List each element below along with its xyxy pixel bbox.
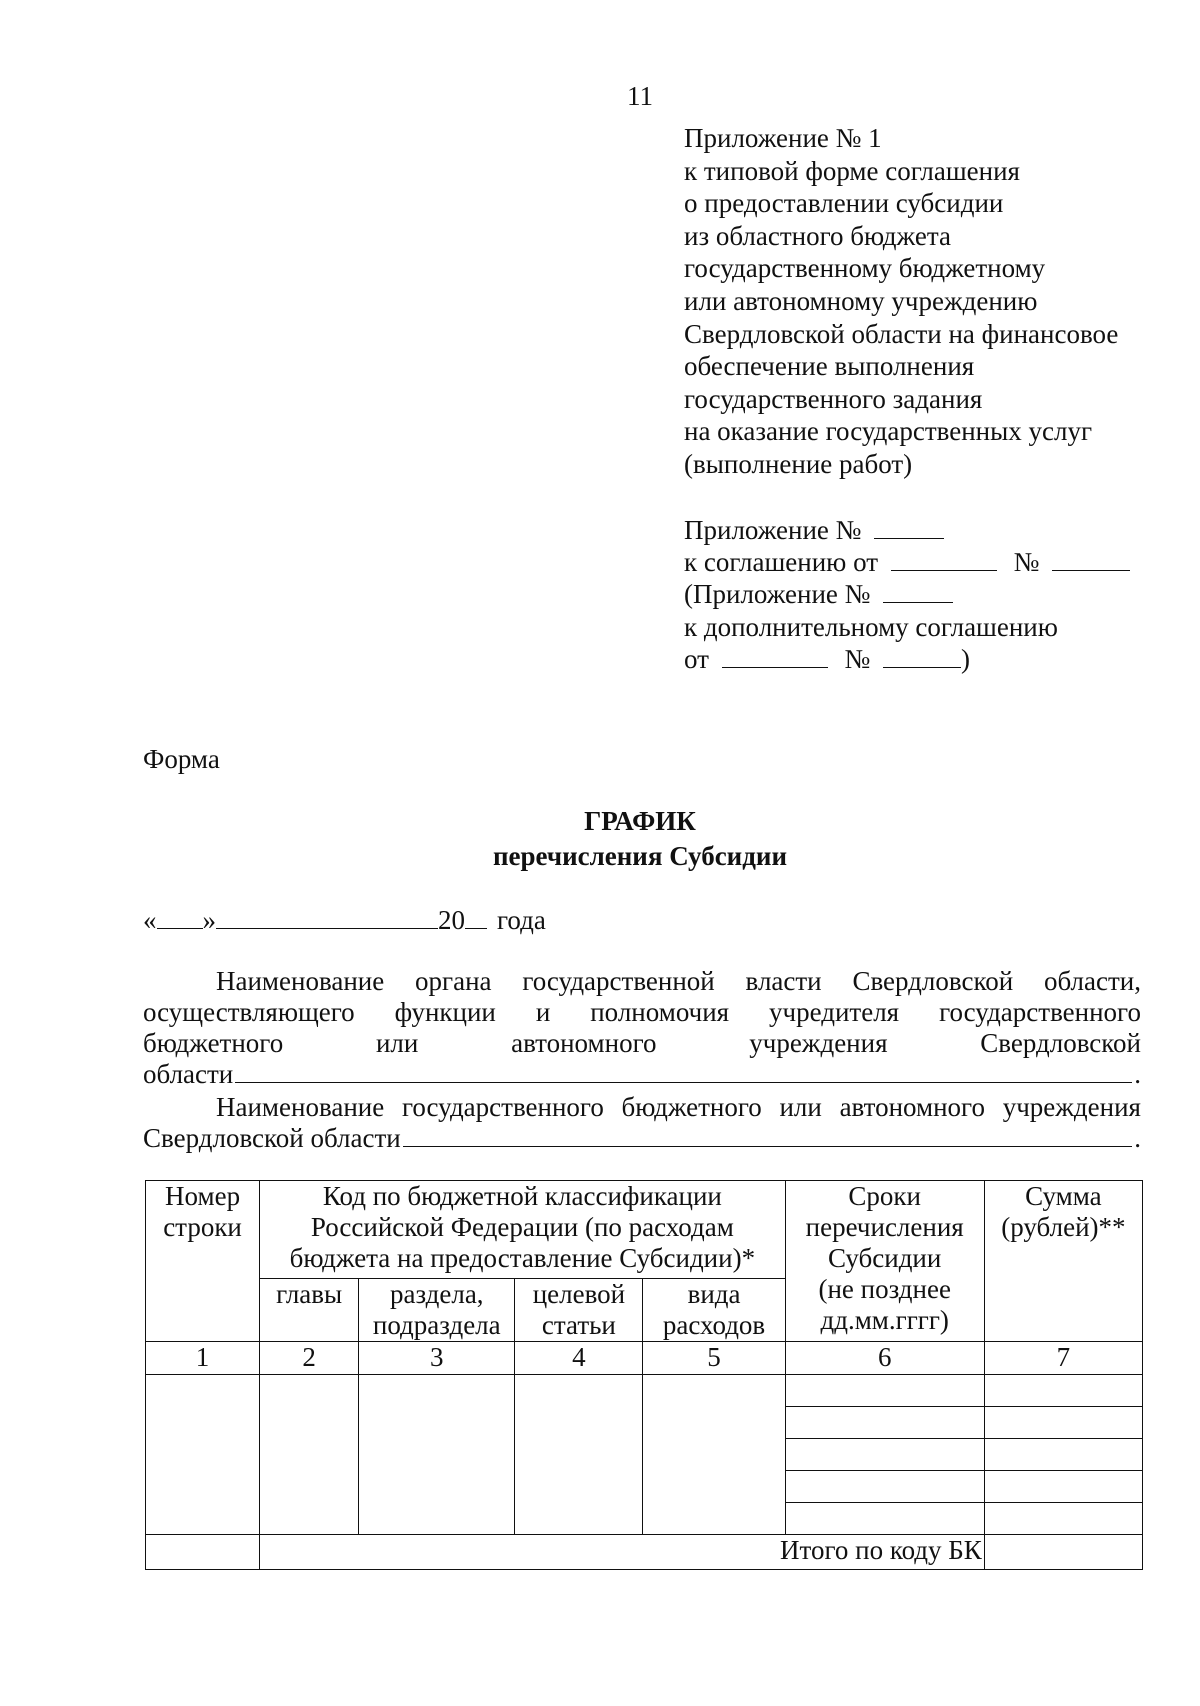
header-text: перечисления — [805, 1212, 964, 1242]
word: учредителя — [769, 997, 900, 1027]
annex-number-label: Приложение № — [684, 515, 862, 545]
supplement-date-label: от — [684, 643, 709, 674]
col-row-number — [146, 1181, 260, 1342]
schedule-table — [145, 1180, 1143, 1570]
date-line — [143, 904, 546, 936]
word: Наименование — [216, 1092, 385, 1122]
column-number: 3 — [359, 1342, 515, 1375]
document-subtitle: перечисления Субсидии — [492, 841, 788, 871]
header-text: (рублей)** — [1001, 1212, 1126, 1242]
paragraph-line — [143, 1028, 1141, 1059]
annex-line: или автономному учреждению — [684, 285, 1038, 316]
annex-number-blank[interactable] — [874, 516, 944, 539]
supplement-number-blank[interactable] — [883, 645, 961, 668]
word: области, — [1043, 966, 1141, 996]
col-terms — [785, 1181, 984, 1342]
annex-number-line — [684, 514, 1130, 546]
header-text: Российской Федерации (по расходам — [310, 1212, 734, 1242]
word: учреждения — [1002, 1092, 1141, 1122]
col-vid — [643, 1279, 785, 1342]
word: функции — [394, 997, 496, 1027]
column-number: 4 — [515, 1342, 643, 1375]
word: государственного — [401, 1092, 604, 1122]
header-text: бюджета на предоставление Субсидии)* — [289, 1243, 756, 1273]
year-suffix: года — [497, 905, 546, 935]
terms-subrow[interactable] — [786, 1375, 984, 1407]
word: власти — [745, 966, 822, 996]
header-text: Код по бюджетной классификации — [322, 1181, 722, 1211]
vid-cell[interactable] — [643, 1375, 785, 1535]
institution-name-blank[interactable] — [403, 1124, 1133, 1147]
institution-paragraph — [143, 1092, 1141, 1154]
sum-subrow[interactable] — [985, 1407, 1142, 1439]
fill-label: области — [143, 1059, 234, 1089]
row-number-cell[interactable] — [146, 1375, 260, 1535]
header-text: вида — [687, 1279, 741, 1309]
header-text: подраздела — [372, 1310, 501, 1340]
total-row — [146, 1535, 1143, 1570]
word: автономного — [839, 1092, 985, 1122]
day-blank[interactable] — [157, 906, 203, 929]
agreement-date-line — [684, 546, 1130, 578]
word: полномочия — [590, 997, 730, 1027]
total-label: Итого по коду БК — [260, 1535, 985, 1570]
annex-line: государственному бюджетному — [684, 253, 1046, 284]
annex-line: Приложение № 1 — [684, 123, 882, 153]
glavy-cell[interactable] — [260, 1375, 359, 1535]
agreement-date-label: к соглашению от — [684, 547, 879, 578]
word: государственной — [522, 966, 715, 996]
column-number: 5 — [643, 1342, 785, 1375]
annex-header — [684, 122, 1118, 481]
institution-fill-line — [143, 1123, 1141, 1154]
annex-line: о предоставлении субсидии — [684, 188, 1004, 219]
header-text: Номер — [165, 1181, 241, 1211]
supplement-number-label: № — [844, 643, 871, 674]
supplement-line: к дополнительному соглашению — [684, 611, 1058, 642]
col-sum — [984, 1181, 1142, 1342]
supplement-close-paren: ) — [960, 643, 970, 674]
annex-line: (выполнение работ) — [684, 448, 913, 479]
word: Свердловской — [852, 966, 1014, 996]
word: и — [535, 997, 551, 1027]
page-number: 11 — [627, 81, 653, 111]
word: или — [779, 1092, 822, 1122]
word: осуществляющего — [143, 997, 355, 1027]
column-number: 2 — [260, 1342, 359, 1375]
supplement-annex-line — [684, 578, 1130, 610]
authority-name-blank[interactable] — [235, 1060, 1132, 1083]
word: учреждения — [749, 1028, 888, 1058]
agreement-number-blank[interactable] — [1052, 548, 1130, 571]
sum-subrow[interactable] — [985, 1503, 1142, 1534]
annex-line: обеспечение выполнения — [684, 351, 975, 382]
col-statya — [515, 1279, 643, 1342]
supplement-date-blank[interactable] — [722, 645, 828, 668]
supplement-annex-label: (Приложение № — [684, 579, 871, 610]
sum-subrow[interactable] — [985, 1375, 1142, 1407]
terms-subrow[interactable] — [786, 1407, 984, 1439]
header-text: главы — [276, 1279, 343, 1309]
terms-cell — [785, 1375, 984, 1535]
header-text: дд.мм.гггг) — [820, 1305, 949, 1335]
agreement-number-label: № — [1013, 547, 1040, 578]
paragraph-line — [143, 997, 1141, 1028]
date-open-quote: « — [143, 905, 157, 935]
period: . — [1134, 1059, 1141, 1089]
authority-fill-line — [143, 1059, 1141, 1090]
terms-subrow[interactable] — [786, 1503, 984, 1534]
col-razdel — [359, 1279, 515, 1342]
annex-line: государственного задания — [684, 383, 983, 414]
date-close-quote: » — [202, 905, 216, 935]
header-text: Сроки — [848, 1181, 921, 1211]
header-text: (не позднее — [818, 1274, 951, 1304]
year-blank[interactable] — [465, 906, 487, 929]
table-body-row — [146, 1375, 1143, 1535]
word: Наименование — [216, 966, 385, 996]
form-label: Форма — [143, 744, 220, 774]
column-number: 6 — [785, 1342, 984, 1375]
period: . — [1134, 1123, 1141, 1153]
total-empty-cell — [146, 1535, 260, 1570]
agreement-date-blank[interactable] — [891, 548, 997, 571]
table-header-row — [146, 1181, 1143, 1279]
column-number-row — [146, 1342, 1143, 1375]
header-text: Субсидии — [828, 1243, 942, 1273]
year-prefix: 20 — [438, 905, 465, 935]
supplement-date-line — [684, 643, 1130, 675]
col-glavy — [260, 1279, 359, 1342]
word: Свердловской — [980, 1028, 1141, 1058]
header-text: строки — [163, 1212, 242, 1242]
statya-cell[interactable] — [515, 1375, 643, 1535]
word: государственного — [939, 997, 1141, 1027]
paragraph-line — [143, 966, 1141, 997]
col-kbk — [260, 1181, 786, 1279]
word: бюджетного — [143, 1028, 284, 1058]
annex-line: к типовой форме соглашения — [684, 155, 1020, 186]
header-text: статьи — [541, 1310, 616, 1340]
column-number: 1 — [146, 1342, 260, 1375]
annex-line: на оказание государственных услуг — [684, 416, 1093, 447]
word: бюджетного — [621, 1092, 762, 1122]
header-text: раздела, — [389, 1279, 484, 1309]
terms-subrow[interactable] — [786, 1439, 984, 1471]
annex-line: из областного бюджета — [684, 220, 951, 251]
paragraph-line — [143, 1092, 1141, 1123]
document-title: ГРАФИК — [584, 806, 696, 836]
sum-subrow[interactable] — [985, 1439, 1142, 1471]
authority-paragraph — [143, 966, 1141, 1090]
supplement-annex-blank[interactable] — [883, 580, 953, 603]
annex-line: Свердловской области на финансовое — [684, 318, 1119, 349]
column-number: 7 — [984, 1342, 1142, 1375]
agreement-annex-block — [684, 514, 1130, 675]
month-blank[interactable] — [216, 906, 438, 929]
word: или — [375, 1028, 419, 1058]
header-text: расходов — [662, 1310, 766, 1340]
header-text: целевой — [532, 1279, 626, 1309]
total-sum-cell[interactable] — [984, 1535, 1142, 1570]
razdel-cell[interactable] — [359, 1375, 515, 1535]
word: органа — [415, 966, 492, 996]
fill-label: Свердловской области — [143, 1123, 401, 1153]
sum-cell — [984, 1375, 1142, 1535]
word: автономного — [511, 1028, 657, 1058]
terms-subrow[interactable] — [786, 1471, 984, 1503]
header-text: Сумма — [1025, 1181, 1102, 1211]
sum-subrow[interactable] — [985, 1471, 1142, 1503]
